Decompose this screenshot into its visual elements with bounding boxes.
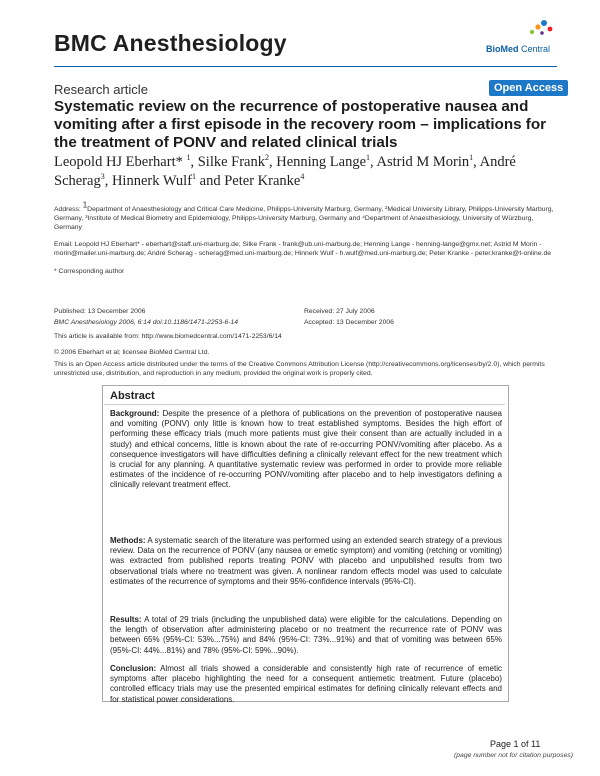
article-url[interactable]: This article is available from: http://www.biomedcentral.com/1471-2253/6/14 — [54, 333, 282, 340]
header-divider — [54, 66, 557, 67]
copyright: © 2006 Eberhart et al; licensee BioMed Central Ltd. — [54, 349, 210, 356]
biomed-central-logo — [486, 18, 556, 58]
author-name[interactable]: Peter Kranke — [224, 172, 301, 189]
author-name[interactable]: Leopold HJ Eberhart* — [54, 154, 183, 170]
email-list[interactable]: Leopold HJ Eberhart* - eberhart@staff.uni-marburg.de; Silke Frank - frank@ub.uni-marburg.de; Henning Lange - henning-lange@gmx.net; Astrid M Morin - morin@mailer.uni-marburg.de; André Scherag - scherag@med.uni-marburg.de; Hinnerk Wulf - h.wulf@med.uni-marburg.de; Peter Kranke - peter.kranke@t-online.de — [54, 241, 552, 258]
received-date: Received: 27 July 2006 — [304, 308, 375, 315]
license-text: This is an Open Access article distributed under the terms of the Creative Commons Attribution License (http://creativecommons.org/licenses/by/2.0), which permits unrestricted use, distribution, and reproduction in any medium, provided the original work is properly cited. — [54, 361, 545, 378]
author-name[interactable]: Astrid M Morin — [376, 154, 470, 170]
author-name[interactable]: Henning Lange — [276, 154, 367, 170]
accepted-date: Accepted: 13 December 2006 — [304, 319, 394, 326]
journal-title: BMC Anesthesiology — [54, 30, 287, 56]
author-name[interactable]: Silke Frank — [197, 154, 265, 170]
abstract-conclusion: Conclusion: Almost all trials showed a considerable and consistently high rate of recurrence of emetic symptoms after placebo highlighting the need for a consequent antiemetic treatment. Future (placebo) controlled efficacy trials may use the presented empirical estimates for defining clinically relevant effects and for statistical power considerations. — [110, 664, 502, 704]
page-number: Page 1 of 11 — [490, 739, 541, 749]
page-note: (page number not for citation purposes) — [454, 752, 574, 759]
affiliations: Address: $^1$Department of Anaesthesiology and Critical Care Medicine, Philipps-University Marburg, Germany, ²Medical University Library, Philipps-University Marburg, Germany, ³Institute of Medical Biometry and Epidemiology, Philipps-University Marburg, Germany and ⁴Department of Anaesthesiology, University of Würzburg, Germany — [54, 200, 554, 232]
author-list: Leopold HJ Eberhart* $^1$, Silke Frank$^2$, Henning Lange$^1$, Astrid M Morin$^1$, André Scherag$^3$, Hinnerk Wulf$^1$ and Peter Kranke$^4$ — [54, 153, 516, 189]
article-type: Research article — [54, 82, 148, 97]
author-name[interactable]: André Scherag — [54, 154, 516, 189]
author-emails: Email: Leopold HJ Eberhart* - eberhart@staff.uni-marburg.de; Silke Frank - frank@ub.uni-marburg.de; Henning Lange - henning-lange@gmx.net; Astrid M Morin - morin@mailer.uni-marburg.de; André Scherag - scherag@med.uni-marburg.de; Hinnerk Wulf - h.wulf@med.uni-marburg.de; Peter Kranke - peter.kranke@t-online.de — [54, 241, 552, 258]
abstract-divider — [104, 404, 505, 405]
abstract-results: Results: A total of 29 trials (including the unpublished data) were eligible for the calculations. Depending on the length of observation after administering placebo or no treatment the recurrence rate of PONV was between 65% (95%-CI: 53%...75%) and 84% (95%-CI: 73%...91%) and that of vomiting was between 65% (95%-CI: 44%...81%) and 78% (95%-CI: 59%...90%). — [110, 615, 502, 655]
paper-title: Systematic review on the recurrence of postoperative nausea and vomiting after a first episode in the recovery room – implications for the treatment of PONV and related clinical trials — [54, 98, 547, 151]
abstract-methods: Methods: A systematic search of the literature was performed using an extended search strategy of a previous review. Data on the recurrence of PONV (any nausea or emetic symptom) and vomiting (retching or vomiting) was extracted from published reports treating PONV with placebo and unpublished results from two observational trials where no treatment was given. A nonlinear random effects model was used to calculate estimates of the recurrence of symptoms and their 95%-confidence intervals (95%-CI). — [110, 536, 502, 586]
logo-text: BioMed Central — [486, 44, 551, 54]
logo-dots-icon — [526, 18, 556, 38]
corresponding-author-note: * Corresponding author — [54, 268, 125, 275]
published-date: Published: 13 December 2006 — [54, 308, 146, 315]
abstract-background: Background: Despite the presence of a plethora of publications on the prevention of postoperative nausea and vomiting (PONV) only little is known how to treat established symptoms. Besides the high effort of performing these efficacy trials (much more patients must give their consent than are actually included in a study) and ethical concerns, little is known about the rate of re-occurring PONV/vomiting after placebo. As a consequence investigators will have difficulties defining a clinically relevant effect for the new treatment which is crucial for any planning. A quantitative systematic review was performed in order to provide more reliable estimates of the incidence of re-occurring PONV/vomiting after placebo and to help investigators defining a clinically relevant treatment effect. — [110, 409, 502, 490]
author-name[interactable]: Hinnerk Wulf — [111, 172, 193, 189]
open-access-badge: Open Access — [489, 80, 568, 96]
abstract-heading: Abstract — [110, 390, 155, 402]
citation: BMC Anesthesiology 2006, 6:14 doi:10.1186/1471-2253-6-14 — [54, 319, 239, 326]
